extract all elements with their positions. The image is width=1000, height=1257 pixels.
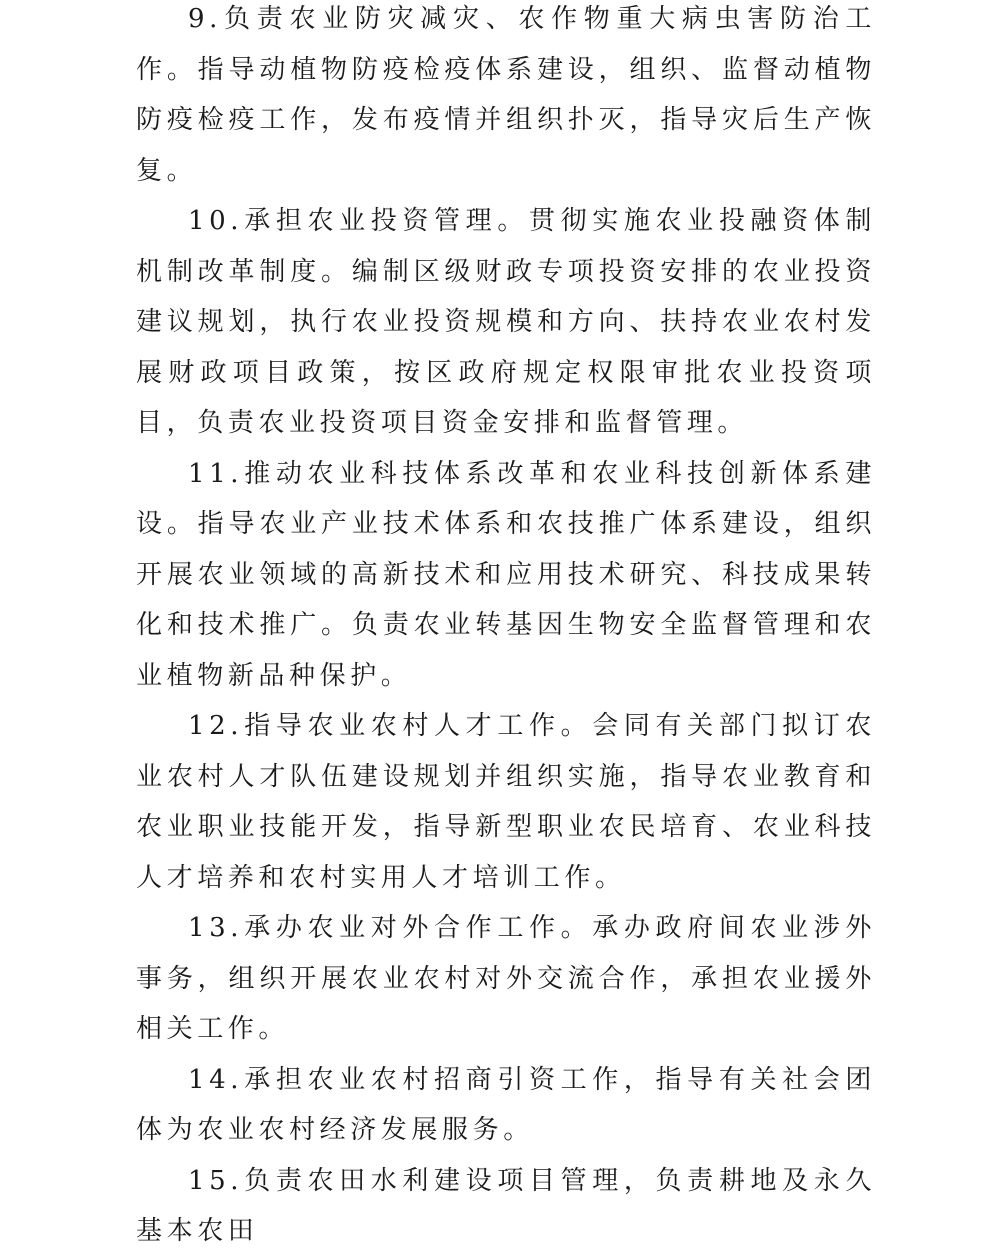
paragraph-item-9: 9.负责农业防灾减灾、农作物重大病虫害防治工作。指导动植物防疫检疫体系建设，组织、监督动植物防疫检疫工作，发布疫情并组织扑灭，指导灾后生产恢复。 (136, 4, 876, 186)
paragraph-item-12: 12.指导农业农村人才工作。会同有关部门拟订农业农村人才队伍建设规划并组织实施，指导农业教育和农业职业技能开发，指导新型职业农民培育、农业科技人才培养和农村实用人才培训工作。 (136, 711, 876, 893)
paragraph-item-15: 15.负责农田水利建设项目管理，负责耕地及永久基本农田 (136, 1165, 876, 1246)
paragraph-item-14: 14.承担农业农村招商引资工作，指导有关社会团体为农业农村经济发展服务。 (136, 1064, 876, 1145)
paragraph-item-13: 13.承办农业对外合作工作。承办政府间农业涉外事务，组织开展农业农村对外交流合作，承担农业援外相关工作。 (136, 913, 876, 1044)
document-page (136, 0, 876, 1257)
paragraph-item-11: 11.推动农业科技体系改革和农业科技创新体系建设。指导农业产业技术体系和农技推广体系建设，组织开展农业领域的高新技术和应用技术研究、科技成果转化和技术推广。负责农业转基因生物安全监督管理和农业植物新品种保护。 (136, 458, 876, 691)
paragraph-item-10: 10.承担农业投资管理。贯彻实施农业投融资体制机制改革制度。编制区级财政专项投资安排的农业投资建议规划，执行农业投资规模和方向、扶持农业农村发展财政项目政策，按区政府规定权限审批农业投资项目，负责农业投资项目资金安排和监督管理。 (136, 206, 876, 438)
